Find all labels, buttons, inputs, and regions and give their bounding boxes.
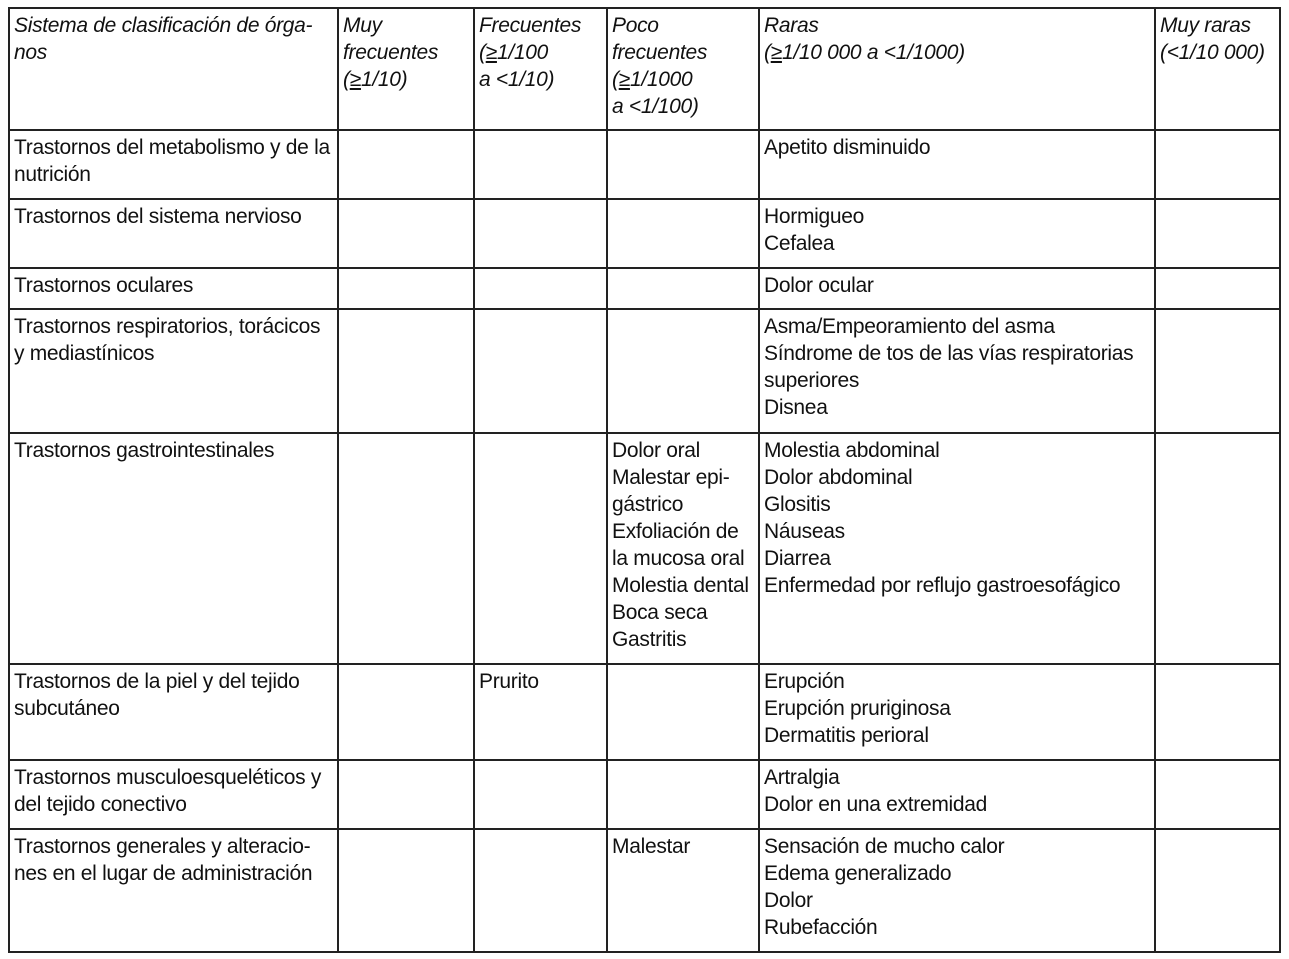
cell-rare: [759, 760, 1155, 829]
table-row: [9, 760, 1280, 829]
header-label-line: (≥1/10 000 a <1/1000): [764, 41, 965, 64]
header-very-rare: [1155, 8, 1280, 130]
table-row: [9, 268, 1280, 309]
cell-text-line: la mucosa oral: [612, 547, 745, 570]
cell-text-line: Enfermedad por reflujo gastroesofágico: [764, 574, 1121, 597]
table-body: [9, 130, 1280, 952]
cell-soc: [9, 433, 338, 664]
cell-very-common: [338, 130, 474, 199]
cell-text-line: Trastornos generales y alteracio-: [14, 835, 311, 858]
cell-text-line: gástrico: [612, 493, 684, 516]
cell-very-rare: [1155, 199, 1280, 268]
cell-soc: [9, 664, 338, 760]
header-label-line: Poco: [612, 14, 659, 37]
cell-very-common: [338, 268, 474, 309]
cell-text-line: Edema generalizado: [764, 862, 952, 885]
cell-text-line: Glositis: [764, 493, 831, 516]
cell-very-common: [338, 433, 474, 664]
cell-text-line: Trastornos oculares: [14, 274, 194, 297]
cell-text-line: Malestar epi-: [612, 466, 730, 489]
header-uncommon: [607, 8, 759, 130]
cell-text-line: Apetito disminuido: [764, 136, 931, 159]
cell-text-line: Trastornos musculoesqueléticos y: [14, 766, 322, 789]
cell-text-line: Molestia dental: [612, 574, 749, 597]
cell-very-common: [338, 309, 474, 433]
cell-text-line: Hormigueo: [764, 205, 865, 228]
cell-text-line: Sensación de mucho calor: [764, 835, 1005, 858]
cell-very-rare: [1155, 309, 1280, 433]
cell-common: [474, 199, 607, 268]
header-label-line: (≥1/1000: [612, 68, 693, 91]
cell-text-line: Náuseas: [764, 520, 845, 543]
header-label-line: (<1/10 000): [1160, 41, 1265, 64]
cell-uncommon: [607, 760, 759, 829]
cell-uncommon: [607, 130, 759, 199]
cell-text-line: Trastornos del metabolismo y de la: [14, 136, 330, 159]
cell-text-line: Cefalea: [764, 232, 835, 255]
cell-soc: [9, 829, 338, 952]
header-row: [9, 8, 1280, 130]
cell-text-line: Dermatitis perioral: [764, 724, 929, 747]
cell-text-line: Dolor oral: [612, 439, 701, 462]
cell-rare: [759, 130, 1155, 199]
table-row: [9, 829, 1280, 952]
cell-text-line: Molestia abdominal: [764, 439, 940, 462]
cell-text-line: Erupción: [764, 670, 845, 693]
header-label-line: Muy raras: [1160, 14, 1251, 37]
cell-very-rare: [1155, 268, 1280, 309]
cell-text-line: subcutáneo: [14, 697, 120, 720]
header-label-line: Sistema de clasificación de órga-: [14, 14, 313, 37]
cell-rare: [759, 433, 1155, 664]
header-label-line: a <1/10): [479, 68, 555, 91]
cell-common: [474, 760, 607, 829]
cell-common: [474, 130, 607, 199]
cell-text-line: Malestar: [612, 835, 691, 858]
cell-text-line: Gastritis: [612, 628, 687, 651]
cell-text-line: Dolor ocular: [764, 274, 874, 297]
header-label-line: Muy: [343, 14, 382, 37]
header-rare: [759, 8, 1155, 130]
cell-soc: [9, 268, 338, 309]
cell-common: [474, 433, 607, 664]
cell-common: [474, 309, 607, 433]
adverse-reactions-table: [8, 7, 1281, 953]
cell-text-line: Prurito: [479, 670, 539, 693]
table-row: [9, 199, 1280, 268]
cell-text-line: y mediastínicos: [14, 342, 155, 365]
header-label-line: Raras: [764, 14, 819, 37]
cell-text-line: nes en el lugar de administración: [14, 862, 313, 885]
cell-text-line: Trastornos gastrointestinales: [14, 439, 275, 462]
cell-common: [474, 829, 607, 952]
cell-text-line: Artralgia: [764, 766, 840, 789]
table-row: [9, 664, 1280, 760]
cell-text-line: Rubefacción: [764, 916, 878, 939]
cell-soc: [9, 760, 338, 829]
cell-text-line: nutrición: [14, 163, 91, 186]
cell-very-rare: [1155, 130, 1280, 199]
cell-uncommon: [607, 664, 759, 760]
cell-very-common: [338, 664, 474, 760]
cell-text-line: Trastornos respiratorios, torácicos: [14, 315, 321, 338]
cell-text-line: Síndrome de tos de las vías respiratorias: [764, 342, 1134, 365]
header-label-line: nos: [14, 41, 47, 64]
table-row: [9, 433, 1280, 664]
cell-common: [474, 268, 607, 309]
cell-uncommon: [607, 309, 759, 433]
header-soc: [9, 8, 338, 130]
cell-text-line: Diarrea: [764, 547, 831, 570]
cell-rare: [759, 199, 1155, 268]
cell-text-line: Exfoliación de: [612, 520, 739, 543]
table-row: [9, 130, 1280, 199]
cell-uncommon: [607, 199, 759, 268]
cell-text-line: Dolor en una extremidad: [764, 793, 988, 816]
cell-text-line: Trastornos de la piel y del tejido: [14, 670, 300, 693]
cell-text-line: Disnea: [764, 396, 828, 419]
header-label-line: a <1/100): [612, 95, 699, 118]
header-label-line: (≥1/100: [479, 41, 548, 64]
cell-rare: [759, 268, 1155, 309]
cell-common: [474, 664, 607, 760]
header-label-line: Frecuentes: [479, 14, 582, 37]
cell-text-line: Dolor abdominal: [764, 466, 913, 489]
cell-text-line: Trastornos del sistema nervioso: [14, 205, 302, 228]
cell-very-rare: [1155, 664, 1280, 760]
header-very-common: [338, 8, 474, 130]
cell-very-common: [338, 760, 474, 829]
cell-text-line: del tejido conectivo: [14, 793, 187, 816]
cell-soc: [9, 309, 338, 433]
header-common: [474, 8, 607, 130]
cell-text-line: Erupción pruriginosa: [764, 697, 951, 720]
cell-text-line: Asma/Empeoramiento del asma: [764, 315, 1055, 338]
cell-rare: [759, 829, 1155, 952]
cell-very-rare: [1155, 433, 1280, 664]
cell-uncommon: [607, 433, 759, 664]
adverse-reactions-table-container: [8, 7, 1281, 953]
header-label-line: frecuentes: [343, 41, 439, 64]
cell-soc: [9, 199, 338, 268]
cell-soc: [9, 130, 338, 199]
cell-rare: [759, 664, 1155, 760]
cell-rare: [759, 309, 1155, 433]
cell-very-rare: [1155, 829, 1280, 952]
cell-very-common: [338, 199, 474, 268]
cell-text-line: Boca seca: [612, 601, 708, 624]
cell-very-rare: [1155, 760, 1280, 829]
cell-very-common: [338, 829, 474, 952]
cell-text-line: superiores: [764, 369, 860, 392]
header-label-line: (≥1/10): [343, 68, 408, 91]
cell-uncommon: [607, 829, 759, 952]
header-label-line: frecuentes: [612, 41, 708, 64]
table-row: [9, 309, 1280, 433]
cell-uncommon: [607, 268, 759, 309]
cell-text-line: Dolor: [764, 889, 813, 912]
